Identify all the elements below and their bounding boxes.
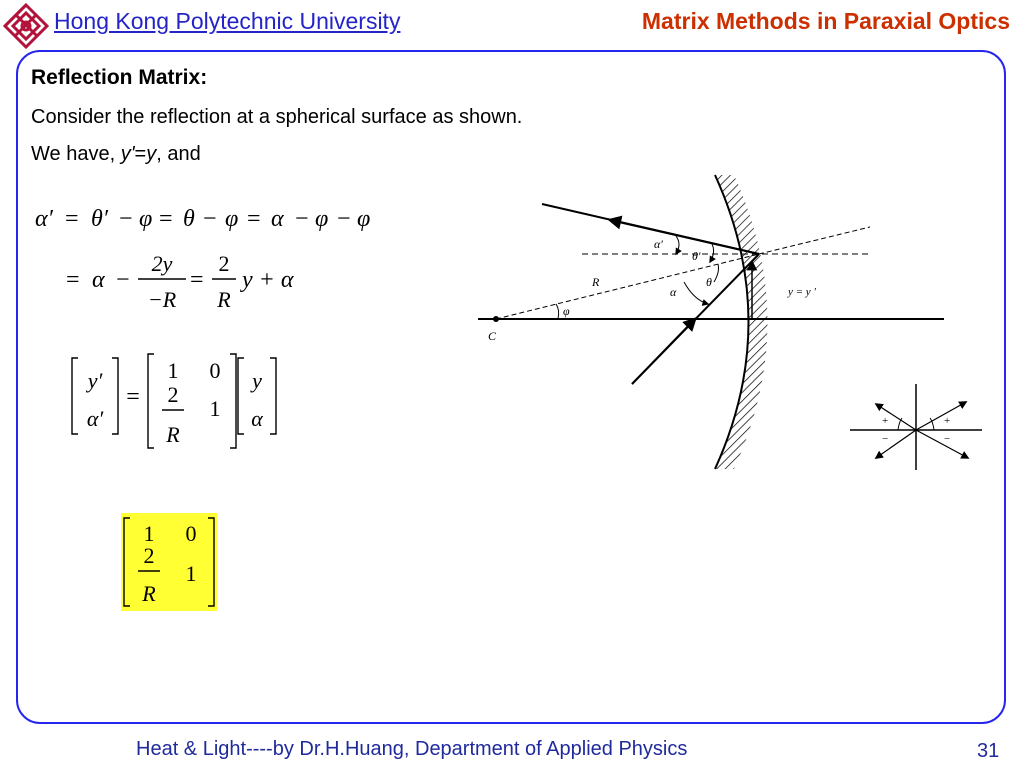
relation-text <box>31 143 201 166</box>
sign-minus-right: − <box>944 433 951 445</box>
radius-line <box>496 254 759 319</box>
matrix-m21-numerator: 2 <box>167 382 179 407</box>
eq1-term: − <box>203 206 217 232</box>
alpha-prime-equation <box>62 245 312 320</box>
svg-text:α′ = θ′ − φ <box>35 206 370 232</box>
eq1-term: θ′ <box>91 206 109 232</box>
theta-prime-label: θ' <box>692 249 701 263</box>
eq1-term: − <box>295 206 309 232</box>
theta-label: θ <box>706 275 712 289</box>
eq1-term: φ <box>225 206 239 232</box>
alpha-arc <box>684 282 708 304</box>
course-title: Matrix Methods in Paraxial Optics <box>641 8 1010 34</box>
eq1-term: φ <box>357 206 371 232</box>
spherical-mirror-diagram <box>470 172 990 472</box>
center-label: C <box>488 329 497 343</box>
and-text: , and <box>156 143 201 165</box>
eq1-term: θ <box>183 206 195 232</box>
eq2-equals: = <box>190 267 204 293</box>
matrix-m22: 1 <box>209 396 221 421</box>
matrix-m11: 1 <box>167 358 179 383</box>
alpha-label: α <box>670 285 677 299</box>
sign-minus-left: − <box>882 433 889 445</box>
phi-label: φ <box>563 304 570 318</box>
phi-arc <box>556 304 559 319</box>
eq2-alpha: α <box>92 267 105 293</box>
eq2-minus: − <box>116 267 130 293</box>
eq1-term: − <box>337 206 351 232</box>
eq1-term: = <box>247 206 261 232</box>
eq2-frac2-denominator: R <box>217 287 231 312</box>
page-number: 31 <box>977 740 1000 762</box>
y-prime-symbol: y' <box>120 143 135 165</box>
intro-text: Consider the reflection at a spherical surface as shown. <box>31 106 523 128</box>
alpha-prime-label: α' <box>654 237 663 251</box>
reflection-matrix-equation <box>70 352 285 457</box>
eq2-frac2-numerator: 2 <box>218 251 230 276</box>
university-link[interactable]: Hong Kong Polytechnic University <box>54 8 401 34</box>
height-label: y = y ' <box>788 286 816 298</box>
eq1-term: α <box>271 206 284 232</box>
lhs-alpha-prime: α′ <box>86 406 104 431</box>
slide-heading: Reflection Matrix: <box>31 66 208 89</box>
alpha-prime-arc <box>676 236 679 254</box>
footer-text: Heat & Light----by Dr.H.Huang, Department of Applied Physics <box>136 738 688 760</box>
theta-arc <box>714 264 719 282</box>
highlighted-reflection-matrix <box>121 513 217 611</box>
highlight-matrix-svg <box>121 513 217 611</box>
rhs-y: y <box>252 368 262 393</box>
matrix-m21-denominator: R <box>166 422 180 447</box>
eq1-term: φ <box>139 206 153 232</box>
radius-extension <box>759 227 870 254</box>
eq2-y-plus-alpha: y + α <box>242 267 294 293</box>
radius-label: R <box>592 275 600 289</box>
angle-equation <box>35 200 375 234</box>
hl-m21-denominator: R <box>142 581 156 606</box>
we-have-text: We have, <box>31 143 121 165</box>
university-logo-icon <box>2 2 50 50</box>
hl-m12: 0 <box>185 521 197 546</box>
y-symbol: y <box>146 143 157 165</box>
sign-convention-icon <box>850 384 982 470</box>
mirror-hatching <box>715 175 768 469</box>
incident-ray-arrow <box>632 319 695 384</box>
lhs-y-prime: y′ <box>87 368 103 393</box>
center-point <box>493 316 499 322</box>
rhs-alpha: α <box>251 406 263 431</box>
eq1-term: − <box>119 206 133 232</box>
eq1-term: φ <box>315 206 329 232</box>
eq2-frac1-denominator: −R <box>147 287 177 312</box>
hl-m21-numerator: 2 <box>143 543 155 568</box>
eq2-frac1-numerator: 2y <box>151 251 173 276</box>
theta-prime-arc <box>710 244 714 262</box>
eq1-term: α′ <box>35 206 53 232</box>
matrix-equals: = <box>126 384 140 410</box>
matrix-m12: 0 <box>209 358 221 383</box>
eq1-term: = <box>159 206 173 232</box>
equals-symbol: = <box>134 143 147 165</box>
sign-plus-left: + <box>882 415 889 427</box>
sign-plus-right: + <box>944 415 951 427</box>
eq1-term: = <box>65 206 79 232</box>
hl-m11: 1 <box>143 521 155 546</box>
eq2-equals: = <box>66 267 80 293</box>
hl-m22: 1 <box>185 561 197 586</box>
